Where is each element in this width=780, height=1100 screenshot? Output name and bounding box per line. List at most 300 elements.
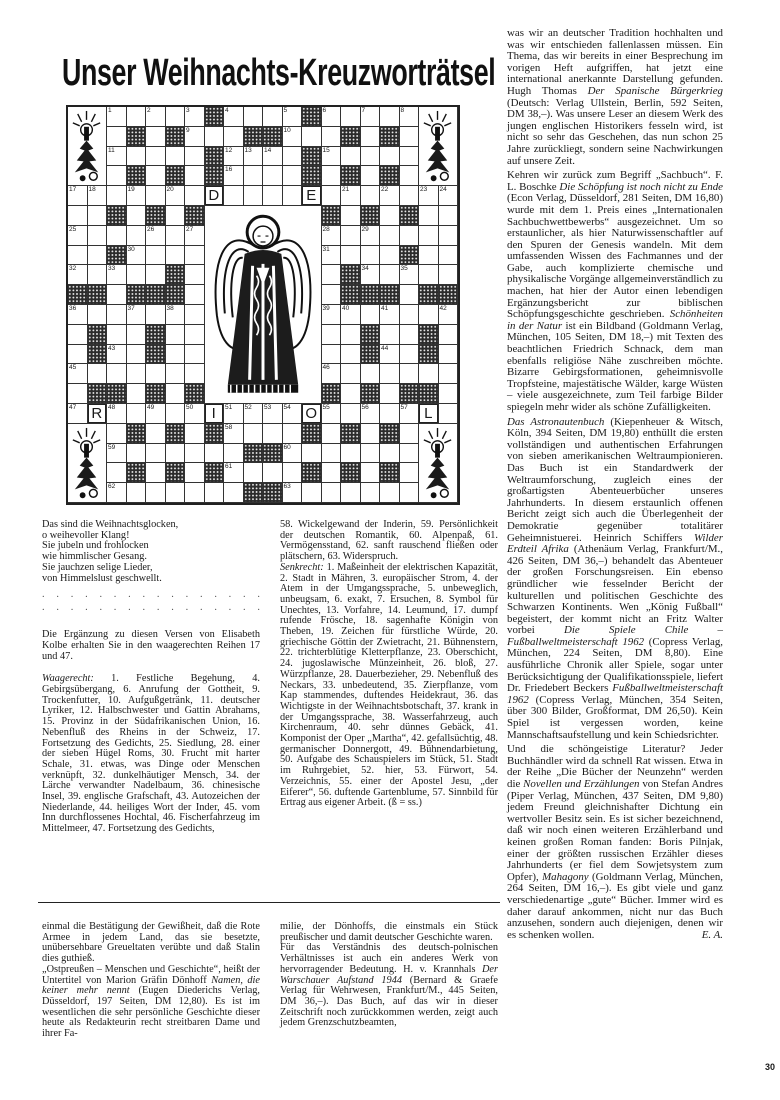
- empty-cell[interactable]: [380, 483, 400, 503]
- empty-cell[interactable]: [68, 325, 88, 345]
- numbered-cell[interactable]: [107, 265, 127, 285]
- empty-cell[interactable]: [88, 364, 108, 384]
- numbered-cell[interactable]: [361, 404, 381, 424]
- empty-cell[interactable]: [244, 166, 264, 186]
- numbered-cell[interactable]: [322, 305, 342, 325]
- empty-cell[interactable]: [283, 424, 303, 444]
- empty-cell[interactable]: [127, 325, 147, 345]
- empty-cell[interactable]: [224, 483, 244, 503]
- empty-cell[interactable]: [380, 404, 400, 424]
- empty-cell[interactable]: [439, 404, 459, 424]
- empty-cell[interactable]: [127, 444, 147, 464]
- angel-illustration: [205, 206, 322, 404]
- empty-cell[interactable]: [341, 107, 361, 127]
- empty-cell[interactable]: [341, 325, 361, 345]
- black-square: [302, 166, 322, 186]
- empty-cell[interactable]: [400, 463, 420, 483]
- clue-number: 62: [108, 483, 116, 491]
- across-label: Waagerecht:: [42, 673, 94, 685]
- empty-cell[interactable]: [127, 206, 147, 226]
- numbered-cell[interactable]: [322, 147, 342, 167]
- empty-cell[interactable]: [400, 166, 420, 186]
- empty-cell[interactable]: [127, 384, 147, 404]
- empty-cell[interactable]: [419, 305, 439, 325]
- empty-cell[interactable]: [322, 285, 342, 305]
- empty-cell[interactable]: [88, 246, 108, 266]
- numbered-cell[interactable]: [107, 147, 127, 167]
- empty-cell[interactable]: [107, 166, 127, 186]
- empty-cell[interactable]: [439, 364, 459, 384]
- numbered-cell[interactable]: [341, 186, 361, 206]
- clue-number: 59: [108, 443, 116, 451]
- black-square: [127, 127, 147, 147]
- empty-cell[interactable]: [244, 463, 264, 483]
- numbered-cell[interactable]: [127, 186, 147, 206]
- empty-cell[interactable]: [107, 364, 127, 384]
- black-square: [68, 285, 88, 305]
- empty-cell[interactable]: [361, 246, 381, 266]
- numbered-cell[interactable]: [283, 444, 303, 464]
- empty-cell[interactable]: [380, 246, 400, 266]
- black-square: [205, 463, 225, 483]
- numbered-cell[interactable]: [224, 147, 244, 167]
- empty-cell[interactable]: [107, 325, 127, 345]
- numbered-cell[interactable]: [361, 226, 381, 246]
- empty-cell[interactable]: [341, 147, 361, 167]
- empty-cell[interactable]: [146, 147, 166, 167]
- empty-cell[interactable]: [107, 463, 127, 483]
- numbered-cell[interactable]: [224, 404, 244, 424]
- empty-cell[interactable]: [341, 444, 361, 464]
- numbered-cell[interactable]: [341, 305, 361, 325]
- empty-cell[interactable]: [361, 463, 381, 483]
- empty-cell[interactable]: [185, 345, 205, 365]
- empty-cell[interactable]: [107, 424, 127, 444]
- empty-cell[interactable]: [302, 483, 322, 503]
- empty-cell[interactable]: [361, 444, 381, 464]
- numbered-cell[interactable]: [322, 404, 342, 424]
- given-letter: I: [205, 404, 224, 423]
- empty-cell[interactable]: [361, 186, 381, 206]
- empty-cell[interactable]: [419, 265, 439, 285]
- clue-number: 9: [186, 126, 190, 134]
- across-clues-part1: 1. Festliche Begehung, 4. Gebirgsübergang, 6. Anrufung der Gottheit, 9. Trockenfutter, 10. Aufgußgetränk, 11. deutscher Lyriker, 12. Halbschwester und Gattin Abrahams, 15. Provinz in der Südafrikanischen Union, 16. Nebenfluß des Rheins in der Schweiz, 17. Fortsetzung des Gedichts, 25. Siedlung, 28. einer der sieben Hügel Roms, 30. Frucht mit harter Schale, 31. etwas, was Dinge oder Menschen verknüpft, 32. dunkelhäutiger Mensch, 34. der Lärche verwandter Nadelbaum, 36. chinesische Insel, 39. englische Grafschaft, 43. Autozeichen der Niederlande, 44. heiliges Wort der Inder, 45. vom Inn durchflossenes Hochtal, 46. Fischerfahrzeug im Mittelmeer, 47. Fortsetzung des Gedichts,: [42, 673, 260, 835]
- empty-cell[interactable]: [166, 444, 186, 464]
- black-square: [107, 384, 127, 404]
- empty-cell[interactable]: [439, 384, 459, 404]
- text-segment: (Eugen Diederichs Verlag, Düsseldorf, 197 Seiten, DM 12,80). Es ist im wesentlichen die sehr persönliche Geschichte dieser heute als Redakteurin recht streitbaren Dame und ihrer Fa-: [42, 985, 260, 1040]
- empty-cell[interactable]: [361, 483, 381, 503]
- empty-cell[interactable]: [341, 206, 361, 226]
- clue-number: 34: [361, 265, 369, 273]
- empty-cell[interactable]: [361, 147, 381, 167]
- empty-cell[interactable]: [166, 364, 186, 384]
- numbered-cell[interactable]: [185, 404, 205, 424]
- numbered-cell[interactable]: [68, 364, 88, 384]
- empty-cell[interactable]: [146, 246, 166, 266]
- clue-number: 19: [127, 186, 135, 194]
- empty-cell[interactable]: [380, 444, 400, 464]
- clue-number: 36: [69, 304, 77, 312]
- black-square: [88, 325, 108, 345]
- middle-column: [280, 520, 498, 809]
- empty-cell[interactable]: [380, 384, 400, 404]
- clue-number: 55: [322, 403, 330, 411]
- empty-cell[interactable]: [244, 424, 264, 444]
- empty-cell[interactable]: [283, 186, 303, 206]
- numbered-cell[interactable]: [224, 107, 244, 127]
- candle-ornament-icon: [68, 107, 107, 186]
- empty-cell[interactable]: [263, 424, 283, 444]
- numbered-cell[interactable]: [244, 404, 264, 424]
- empty-cell[interactable]: [166, 107, 186, 127]
- empty-cell[interactable]: [263, 166, 283, 186]
- paragraph: [507, 417, 723, 742]
- clue-number: 47: [69, 403, 77, 411]
- black-square: [127, 463, 147, 483]
- empty-cell[interactable]: [107, 226, 127, 246]
- empty-cell[interactable]: [205, 127, 225, 147]
- empty-cell[interactable]: [322, 186, 342, 206]
- empty-cell[interactable]: [146, 483, 166, 503]
- numbered-cell[interactable]: [68, 305, 88, 325]
- numbered-cell[interactable]: [88, 186, 108, 206]
- empty-cell[interactable]: [400, 444, 420, 464]
- numbered-cell[interactable]: [68, 186, 88, 206]
- empty-cell[interactable]: [361, 166, 381, 186]
- empty-cell[interactable]: [88, 305, 108, 325]
- empty-cell[interactable]: [146, 127, 166, 147]
- clue-number: 1: [108, 107, 112, 114]
- empty-cell[interactable]: [322, 463, 342, 483]
- black-square: [439, 285, 459, 305]
- empty-cell[interactable]: [341, 246, 361, 266]
- empty-cell[interactable]: [185, 166, 205, 186]
- empty-cell[interactable]: [302, 444, 322, 464]
- numbered-cell[interactable]: [400, 107, 420, 127]
- numbered-cell[interactable]: [166, 186, 186, 206]
- text-segment: (Copress Verlag, München, 354 Seiten, über 300 Bilder, Großformat, DM 26,50). Kein Spiel ist vergessen worden, keine Mannschaftsaufstellung und kein Schiedsrichter.: [507, 693, 723, 741]
- empty-cell[interactable]: [419, 364, 439, 384]
- empty-cell[interactable]: [68, 345, 88, 365]
- numbered-cell[interactable]: [146, 226, 166, 246]
- numbered-cell[interactable]: [107, 483, 127, 503]
- paragraph: [42, 965, 260, 1040]
- empty-cell[interactable]: [380, 364, 400, 384]
- empty-cell[interactable]: [185, 424, 205, 444]
- empty-cell[interactable]: [224, 186, 244, 206]
- empty-cell[interactable]: [361, 424, 381, 444]
- numbered-cell[interactable]: [127, 246, 147, 266]
- clue-number: 50: [186, 403, 194, 411]
- book-title: Die Spiele Chile – Fußballweltmeisterschaft 1962: [507, 624, 724, 648]
- empty-cell[interactable]: [400, 325, 420, 345]
- clue-number: 10: [283, 126, 291, 134]
- numbered-cell[interactable]: [439, 305, 459, 325]
- clue-number: 41: [381, 304, 389, 312]
- black-square: [400, 246, 420, 266]
- empty-cell[interactable]: [361, 305, 381, 325]
- empty-cell[interactable]: [439, 226, 459, 246]
- empty-cell[interactable]: [68, 384, 88, 404]
- empty-cell[interactable]: [68, 246, 88, 266]
- empty-cell[interactable]: [185, 186, 205, 206]
- empty-cell[interactable]: [400, 345, 420, 365]
- empty-cell[interactable]: [380, 226, 400, 246]
- empty-cell[interactable]: [439, 206, 459, 226]
- empty-cell[interactable]: [127, 147, 147, 167]
- empty-cell[interactable]: [166, 384, 186, 404]
- text-segment: von Stefan Andres (Piper Verlag, München, 437 Seiten, DM 9,80) jedem Freund gleichnishafter Dichtung ein wertvoller Besitz sein. Es ist sicher bezeichnend, daß wir noch einen weiteren Erzählerband und keinen großen Roman fanden: Boris Pilnjak, einer der größten russischen Erzähler dieses Jahrhunderts (er fiel dem Sowjetsystem zum Opfer),: [507, 778, 723, 883]
- empty-cell[interactable]: [146, 305, 166, 325]
- empty-cell[interactable]: [322, 424, 342, 444]
- numbered-cell[interactable]: [224, 166, 244, 186]
- numbered-cell[interactable]: [185, 127, 205, 147]
- empty-cell[interactable]: [127, 107, 147, 127]
- text-segment: (Athenäum Verlag, Frankfurt/M., 426 Seiten, DM 36,–) behandelt das Abenteuer der großen Forschungsreisen. Ein ebenso gründlicher wie fesselnder Bericht der kulturellen und politischen Geschichte des Schwarzen Kontinents. Wen „König Fußball“ begeistert, der kommt nicht an Fritz Walter vorbei: [507, 543, 723, 637]
- empty-cell[interactable]: [380, 265, 400, 285]
- empty-cell[interactable]: [146, 265, 166, 285]
- empty-cell[interactable]: [166, 483, 186, 503]
- empty-cell[interactable]: [166, 325, 186, 345]
- poem-line: Sie jauchzen selige Lieder,: [42, 561, 153, 573]
- bottom-middle-column: [280, 922, 498, 1029]
- paragraph: [507, 28, 723, 167]
- empty-cell[interactable]: [107, 127, 127, 147]
- numbered-cell[interactable]: [283, 483, 303, 503]
- book-title: Schönheiten in der Natur: [507, 308, 723, 332]
- empty-cell[interactable]: [185, 325, 205, 345]
- numbered-cell[interactable]: [68, 265, 88, 285]
- numbered-cell[interactable]: [322, 364, 342, 384]
- empty-cell[interactable]: [400, 186, 420, 206]
- empty-cell[interactable]: [439, 345, 459, 365]
- empty-cell[interactable]: [263, 107, 283, 127]
- empty-cell[interactable]: [341, 404, 361, 424]
- clue-number: 4: [225, 107, 229, 114]
- empty-cell[interactable]: [185, 285, 205, 305]
- numbered-cell[interactable]: [283, 404, 303, 424]
- empty-cell[interactable]: [127, 364, 147, 384]
- empty-cell[interactable]: [185, 444, 205, 464]
- numbered-cell[interactable]: [439, 186, 459, 206]
- empty-cell[interactable]: [224, 127, 244, 147]
- empty-cell[interactable]: [419, 246, 439, 266]
- clue-number: 49: [147, 403, 155, 411]
- empty-cell[interactable]: [263, 463, 283, 483]
- text-segment: was wir an deutscher Tradition hochhalten und was wir entschieden fallenlassen müssen. Ein Thema, das wir bereits in einer Besprechung im vorigen Heft aufgriffen, hat jetzt eine international anerkannte Darstellung gefunden. Hugh Thomas: [507, 27, 723, 97]
- empty-cell[interactable]: [166, 404, 186, 424]
- numbered-cell[interactable]: [380, 305, 400, 325]
- empty-cell[interactable]: [185, 305, 205, 325]
- clue-number: 44: [381, 344, 389, 352]
- empty-cell[interactable]: [185, 246, 205, 266]
- numbered-cell[interactable]: [322, 226, 342, 246]
- numbered-cell[interactable]: [361, 107, 381, 127]
- clue-number: 33: [108, 265, 116, 273]
- numbered-cell[interactable]: [263, 404, 283, 424]
- given-letter: L: [419, 404, 438, 423]
- empty-cell[interactable]: [380, 107, 400, 127]
- empty-cell[interactable]: [400, 364, 420, 384]
- empty-cell[interactable]: [283, 166, 303, 186]
- black-square: [185, 384, 205, 404]
- empty-cell[interactable]: [166, 206, 186, 226]
- empty-cell[interactable]: [107, 305, 127, 325]
- empty-cell[interactable]: [419, 206, 439, 226]
- black-square: [302, 107, 322, 127]
- empty-cell[interactable]: [185, 463, 205, 483]
- poem-line: o weihevoller Klang!: [42, 529, 130, 541]
- empty-cell[interactable]: [400, 127, 420, 147]
- empty-cell[interactable]: [380, 206, 400, 226]
- empty-cell[interactable]: [146, 186, 166, 206]
- numbered-cell[interactable]: [68, 226, 88, 246]
- numbered-cell[interactable]: [127, 305, 147, 325]
- empty-cell[interactable]: [146, 364, 166, 384]
- empty-cell[interactable]: [400, 226, 420, 246]
- empty-cell[interactable]: [439, 265, 459, 285]
- empty-cell[interactable]: [400, 147, 420, 167]
- empty-cell[interactable]: [107, 186, 127, 206]
- empty-cell[interactable]: [322, 444, 342, 464]
- empty-cell[interactable]: [439, 246, 459, 266]
- empty-cell[interactable]: [380, 325, 400, 345]
- book-title: Namen, die keiner mehr nennt: [42, 974, 260, 997]
- black-square: [380, 463, 400, 483]
- empty-cell[interactable]: [205, 444, 225, 464]
- numbered-cell[interactable]: [419, 186, 439, 206]
- empty-cell[interactable]: [146, 463, 166, 483]
- numbered-cell[interactable]: [322, 246, 342, 266]
- empty-cell[interactable]: [283, 147, 303, 167]
- numbered-cell[interactable]: [107, 345, 127, 365]
- empty-cell[interactable]: [127, 483, 147, 503]
- empty-cell[interactable]: [127, 265, 147, 285]
- numbered-cell[interactable]: [400, 265, 420, 285]
- empty-cell[interactable]: [146, 166, 166, 186]
- empty-cell[interactable]: [400, 424, 420, 444]
- numbered-cell[interactable]: [166, 305, 186, 325]
- numbered-cell[interactable]: [185, 226, 205, 246]
- black-square: [341, 166, 361, 186]
- empty-cell[interactable]: [185, 364, 205, 384]
- numbered-cell[interactable]: [224, 463, 244, 483]
- black-square: [361, 345, 381, 365]
- empty-cell[interactable]: [322, 345, 342, 365]
- empty-cell[interactable]: [361, 364, 381, 384]
- given-letter-cell: [88, 404, 108, 424]
- empty-cell[interactable]: [341, 483, 361, 503]
- numbered-cell[interactable]: [107, 107, 127, 127]
- numbered-cell[interactable]: [185, 107, 205, 127]
- down-clues: [280, 563, 498, 809]
- text-segment: ist ein Bildband (Goldmann Verlag, München, 105 Seiten, DM 18,–) mit Texten des beachtlichen Friedrich Schnack, dem man ebenfalls religiöse Nähe zuschreiben möchte. Bizarre Gebirgsformationen, geheimnisvolle Tropfsteine, majestätische Wälder, karge Wüsten – viele ausgezeichnete, zum Teil farbige Bilder spiegeln mehr wider als schöne Zufälligkeiten.: [507, 319, 723, 413]
- empty-cell[interactable]: [341, 345, 361, 365]
- numbered-cell[interactable]: [146, 107, 166, 127]
- empty-cell[interactable]: [244, 107, 264, 127]
- numbered-cell[interactable]: [244, 147, 264, 167]
- empty-cell[interactable]: [166, 345, 186, 365]
- numbered-cell[interactable]: [146, 404, 166, 424]
- numbered-cell[interactable]: [224, 424, 244, 444]
- black-square: [146, 325, 166, 345]
- text-segment: (Deutsch: Verlag Ullstein, Berlin, 592 Seiten, DM 38,–). Was unsere Leser an diesem Werk des jungen englischen Historikers fesseln wird, ist nicht so sehr das Geschehen, das nun schon 25 Jahre zurückliegt, sondern seine Nachwirkungen auf unsere Zeit.: [507, 96, 723, 167]
- numbered-cell[interactable]: [107, 444, 127, 464]
- numbered-cell[interactable]: [361, 265, 381, 285]
- empty-cell[interactable]: [400, 305, 420, 325]
- black-square: [166, 424, 186, 444]
- empty-cell[interactable]: [127, 404, 147, 424]
- black-square: [400, 384, 420, 404]
- clue-number: 35: [400, 265, 408, 273]
- empty-cell[interactable]: [107, 285, 127, 305]
- empty-cell[interactable]: [166, 246, 186, 266]
- empty-cell[interactable]: [68, 206, 88, 226]
- empty-cell[interactable]: [341, 384, 361, 404]
- given-letter: D: [205, 186, 224, 205]
- numbered-cell[interactable]: [380, 186, 400, 206]
- empty-cell[interactable]: [146, 424, 166, 444]
- empty-cell[interactable]: [88, 206, 108, 226]
- numbered-cell[interactable]: [263, 147, 283, 167]
- given-letter-cell: [419, 404, 439, 424]
- empty-cell[interactable]: [166, 147, 186, 167]
- empty-cell[interactable]: [185, 483, 205, 503]
- empty-cell[interactable]: [244, 186, 264, 206]
- empty-cell[interactable]: [322, 265, 342, 285]
- empty-cell[interactable]: [127, 345, 147, 365]
- empty-cell[interactable]: [205, 483, 225, 503]
- empty-cell[interactable]: [302, 127, 322, 147]
- empty-cell[interactable]: [322, 127, 342, 147]
- empty-cell[interactable]: [146, 444, 166, 464]
- empty-cell[interactable]: [263, 186, 283, 206]
- numbered-cell[interactable]: [107, 404, 127, 424]
- empty-cell[interactable]: [400, 285, 420, 305]
- empty-cell[interactable]: [439, 325, 459, 345]
- empty-cell[interactable]: [400, 483, 420, 503]
- empty-cell[interactable]: [380, 147, 400, 167]
- empty-cell[interactable]: [283, 463, 303, 483]
- empty-cell[interactable]: [127, 226, 147, 246]
- empty-cell[interactable]: [185, 147, 205, 167]
- black-square: [244, 444, 264, 464]
- numbered-cell[interactable]: [322, 107, 342, 127]
- numbered-cell[interactable]: [400, 404, 420, 424]
- numbered-cell[interactable]: [380, 345, 400, 365]
- empty-cell[interactable]: [341, 226, 361, 246]
- empty-cell[interactable]: [322, 483, 342, 503]
- clue-number: 16: [225, 166, 233, 174]
- empty-cell[interactable]: [224, 444, 244, 464]
- candle-ornament-icon: [419, 424, 458, 503]
- numbered-cell[interactable]: [68, 404, 88, 424]
- empty-cell[interactable]: [341, 364, 361, 384]
- empty-cell[interactable]: [419, 226, 439, 246]
- numbered-cell[interactable]: [283, 107, 303, 127]
- empty-cell[interactable]: [322, 325, 342, 345]
- empty-cell[interactable]: [166, 226, 186, 246]
- empty-cell[interactable]: [88, 226, 108, 246]
- black-square: [341, 265, 361, 285]
- empty-cell[interactable]: [88, 265, 108, 285]
- empty-cell[interactable]: [185, 265, 205, 285]
- numbered-cell[interactable]: [283, 127, 303, 147]
- empty-cell[interactable]: [361, 127, 381, 147]
- empty-cell[interactable]: [322, 166, 342, 186]
- black-square: [263, 127, 283, 147]
